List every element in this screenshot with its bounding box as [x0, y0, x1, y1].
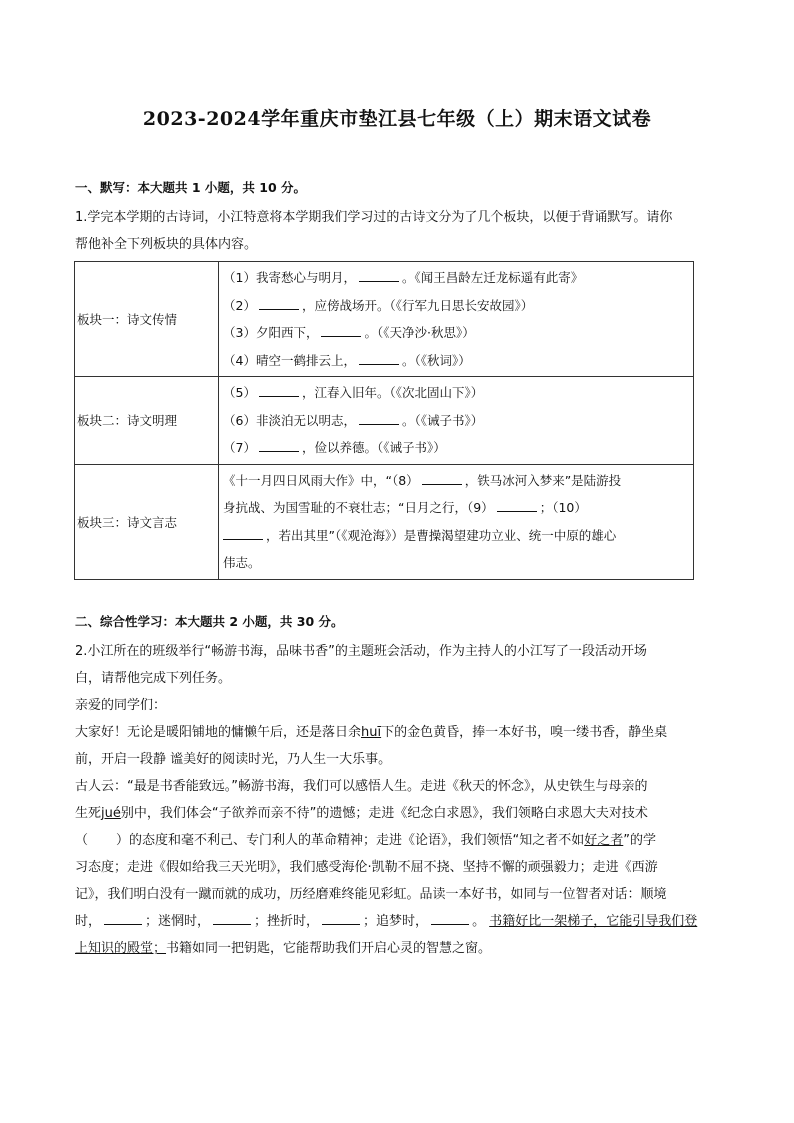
pinyin-jue: jué — [101, 806, 121, 821]
item-5 — [223, 379, 689, 407]
paragraph-2-line-7 — [75, 935, 715, 962]
paragraph-2-line-4: 习态度；走进《假如给我三天光明》，我们感受海伦·凯勒不屈不挠、坚持不懈的顽强毅力；走进《西游 — [75, 860, 658, 875]
paragraph-2-line-3 — [75, 827, 715, 854]
answer-blank-3[interactable] — [321, 324, 361, 337]
block-1-content — [219, 262, 694, 377]
item-7 — [223, 434, 689, 462]
answer-blank-cuozhe[interactable] — [322, 912, 360, 925]
item-1-pre: （1）我寄愁心与明月， — [223, 270, 356, 285]
line-6-text-3: ；挫折时， — [254, 914, 320, 929]
paragraph-2-line-2-b: 别中，我们体会“子欲养而亲不待”的遗憾；走进《纪念白求恩》，我们领略白求恩大夫对技术 — [120, 806, 648, 821]
item-6-pre: （6）非淡泊无以明志， — [223, 412, 356, 428]
section-1-heading-text: 一、默写：本大题共 1 小题，共 10 分。 — [75, 180, 307, 195]
paragraph-2-line-1: 古人云：“最是书香能致远。”畅游书海，我们可以感悟人生。走进《秋天的怀念》，从史铁生与母亲的 — [75, 779, 648, 794]
item-3-pre: （3）夕阳西下， — [223, 325, 319, 340]
question-2-line-2: 白，请帮他完成下列任务。 — [75, 671, 232, 686]
line-6-text-2: ；迷惘时， — [145, 914, 211, 929]
paren-open: （ — [75, 833, 89, 848]
pinyin-hui: huī — [361, 725, 382, 740]
answer-blank-8[interactable] — [422, 472, 462, 485]
question-2-body — [75, 638, 715, 962]
line-6-text-5: 。 — [472, 914, 486, 929]
paragraph-2-line-3-d: ”的学 — [623, 833, 657, 848]
block-3-line-3 — [223, 522, 689, 550]
paragraph-2-line-6 — [75, 908, 715, 935]
item-1-post: 。《闻王昌龄左迁龙标遥有此寄》 — [401, 270, 584, 285]
item-7-pre: （7） — [223, 440, 256, 455]
answer-blank-9[interactable] — [497, 499, 537, 512]
answer-blank-5[interactable] — [259, 384, 299, 397]
block-3-line-1-a: 《十一月四日风雨大作》中，“（8） — [223, 472, 419, 488]
item-2-pre: （2） — [223, 297, 256, 313]
block-3-row — [75, 464, 694, 579]
item-5-post: ，江春入旧年。（《次北固山下》） — [301, 385, 484, 400]
section-2-heading-text: 二、综合性学习：本大题共 2 小题，共 30 分。 — [75, 614, 344, 629]
answer-blank-1[interactable] — [359, 269, 399, 282]
question-1-prompt — [75, 204, 715, 258]
question-1-line-1: 1.学完本学期的古诗词，小江特意将本学期我们学习过的古诗文分为了几个板块，以便于背诵默写。请你 — [75, 210, 673, 225]
item-3-post: 。（《天净沙·秋思》） — [364, 325, 475, 340]
block-3-line-4: 伟志。 — [223, 555, 261, 570]
question-1-line-2: 帮他补全下列板块的具体内容。 — [75, 237, 258, 252]
block-3-line-2-a: 身抗战、为国雪耻的不衰壮志；“日月之行，（9） — [223, 500, 494, 515]
item-3 — [223, 319, 689, 347]
block-3-line-2-b: ；（10） — [539, 500, 587, 515]
item-4-pre: （4）晴空一鹤排云上， — [223, 352, 356, 368]
paragraph-2-line-3-b: ）的态度和毫不利己、专门利人的革命精神；走进《论语》，我们领悟“知之者不如 — [116, 833, 585, 848]
block-3-line-2 — [223, 494, 689, 522]
underlined-sentence-part-1: 书籍好比一架梯子，它能引导我们登 — [489, 914, 698, 929]
answer-blank-6[interactable] — [359, 412, 399, 425]
section-1-heading — [75, 178, 306, 196]
paragraph-1-line-2: 前，开启一段静 谧美好的阅读时光，乃人生一大乐事。 — [75, 752, 392, 767]
answer-blank-4[interactable] — [359, 352, 399, 365]
item-2-post: ，应傍战场开。（《行军九日思长安故园》） — [301, 297, 534, 313]
underlined-sentence-part-2: 上知识的殿堂； — [75, 941, 167, 956]
block-3-line-1-b: ，铁马冰河入梦来”是陆游投 — [464, 472, 622, 488]
question-2-line-1: 2.小江所在的班级举行“畅游书海，品味书香”的主题班会活动，作为主持人的小江写了一段活动开场 — [75, 644, 647, 659]
paragraph-1-line-1 — [75, 719, 715, 746]
paragraph-2-line-5: 记》，我们明白没有一蹴而就的成功，历经磨难终能见彩虹。品读一本好书，如同与一位智者对话：顺境 — [75, 887, 667, 902]
block-3-line-3-text: ，若出其里”（《观沧海》）是曹操渴望建功立业、统一中原的雄心 — [266, 527, 617, 543]
paragraph-1-part-a: 大家好！无论是暖阳铺地的慵懒午后，还是落日余 — [75, 725, 362, 740]
paragraph-2-line-2 — [75, 800, 715, 827]
answer-blank-zhuimeng[interactable] — [431, 912, 469, 925]
block-3-line-1 — [223, 467, 689, 495]
item-4 — [223, 347, 689, 375]
item-6-post: 。（《诫子书》） — [401, 412, 484, 428]
answer-blank-shunjing[interactable] — [104, 912, 142, 925]
block-1-label: 板块一：诗文传情 — [75, 262, 219, 377]
underlined-phrase: 好之者 — [584, 833, 624, 848]
block-3-label: 板块三：诗文言志 — [75, 464, 219, 579]
paragraph-2-line-2-a: 生死 — [75, 806, 102, 821]
document-title: 2023-2024学年重庆市垫江县七年级（上）期末语文试卷 — [142, 108, 652, 130]
answer-blank-2[interactable] — [259, 297, 299, 310]
line-6-text-1: 时， — [75, 914, 102, 929]
answer-blank-7[interactable] — [259, 439, 299, 452]
item-2 — [223, 292, 689, 320]
paragraph-1-part-b: 下的金色黄昏，捧一本好书，嗅一缕书香，静坐桌 — [381, 725, 668, 740]
answer-blank-miwang[interactable] — [213, 912, 251, 925]
poem-table — [74, 261, 694, 580]
item-4-post: 。（《秋词》） — [401, 352, 471, 368]
item-7-post: ，俭以养德。（《诫子书》） — [301, 440, 446, 455]
line-6-text-4: ；追梦时， — [363, 914, 429, 929]
block-2-content — [219, 377, 694, 465]
item-6 — [223, 407, 689, 435]
block-1-row — [75, 262, 694, 377]
block-2-label: 板块二：诗文明理 — [75, 377, 219, 465]
section-2-heading — [75, 612, 344, 630]
block-2-row — [75, 377, 694, 465]
block-3-content — [219, 464, 694, 579]
item-1 — [223, 264, 689, 292]
greeting: 亲爱的同学们： — [75, 698, 167, 713]
item-5-pre: （5） — [223, 385, 256, 400]
paragraph-2-line-7-rest: 书籍如同一把钥匙，它能帮助我们开启心灵的智慧之窗。 — [166, 941, 492, 956]
answer-blank-10[interactable] — [223, 527, 263, 540]
